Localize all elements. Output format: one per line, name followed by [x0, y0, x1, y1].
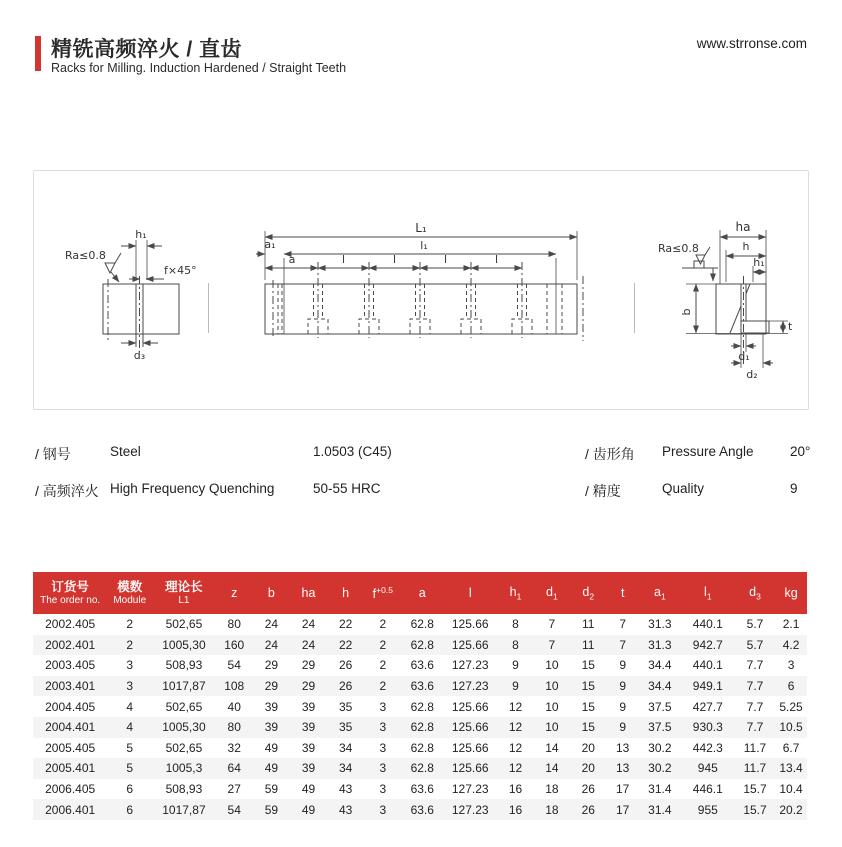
- table-cell: 20: [581, 740, 595, 755]
- table-cell: 16: [508, 782, 523, 797]
- table-cell: 508,93: [165, 658, 203, 673]
- dim-label-l: l: [341, 253, 346, 266]
- table-cell: 427.7: [692, 699, 723, 714]
- table-cell: 59: [264, 782, 279, 797]
- table-cell: 10.4: [779, 782, 803, 797]
- accent-bar: [35, 36, 41, 71]
- table-row: [33, 676, 807, 697]
- table-cell: 24: [264, 637, 279, 652]
- column-header-ha: ha: [290, 572, 327, 614]
- table-cell: 1005,30: [162, 637, 206, 652]
- table-cell: 7: [619, 637, 627, 652]
- table-cell: 6: [126, 782, 134, 797]
- dim-label-d1: d₁: [738, 350, 750, 363]
- spec-value: 20°: [790, 444, 811, 459]
- table-row: [33, 758, 807, 779]
- table-cell: 5: [126, 740, 134, 755]
- table-cell: 125.66: [451, 699, 489, 714]
- table-cell: 5.25: [779, 699, 803, 714]
- table-cell: 11.7: [743, 761, 767, 776]
- table-row: [33, 717, 807, 738]
- table-cell: 29: [301, 679, 316, 694]
- table-cell: 7.7: [746, 679, 764, 694]
- table-row: [33, 779, 807, 800]
- website-link[interactable]: www.strronse.com: [696, 36, 807, 51]
- table-cell: 10: [545, 679, 559, 694]
- table-cell: 34.4: [648, 679, 672, 694]
- table-cell: 35: [338, 699, 353, 714]
- table-cell: 63.6: [410, 679, 434, 694]
- table-cell: 49: [264, 740, 279, 755]
- table-cell: 24: [301, 617, 316, 632]
- column-header-l: l: [443, 572, 497, 614]
- table-cell: 5.7: [746, 637, 764, 652]
- table-cell: 2002.405: [45, 617, 96, 632]
- table-cell: 54: [227, 658, 241, 673]
- dim-label-l1: l₁: [420, 239, 428, 252]
- table-cell: 9: [619, 679, 627, 694]
- table-cell: 39: [301, 720, 316, 735]
- table-cell: 2003.401: [45, 679, 96, 694]
- column-header-a1: $a_1$: [639, 572, 681, 614]
- table-cell: 37.5: [648, 720, 672, 735]
- table-cell: 7.7: [746, 699, 764, 714]
- spec-label-zh: / 齿形角: [585, 446, 635, 462]
- table-body: [33, 614, 807, 820]
- table-cell: 2: [126, 617, 134, 632]
- table-cell: 80: [227, 720, 241, 735]
- table-row: [33, 799, 807, 820]
- table-cell: 34: [338, 740, 353, 755]
- table-cell: 13: [616, 761, 630, 776]
- table-cell: 9: [619, 720, 627, 735]
- column-header-h: h: [327, 572, 364, 614]
- dim-label-t: t: [788, 320, 793, 333]
- table-cell: 1005,3: [165, 761, 203, 776]
- table-cell: 6: [126, 802, 134, 817]
- column-header-h1: $h_1$: [497, 572, 533, 614]
- table-cell: 40: [227, 699, 241, 714]
- table-cell: 3: [126, 679, 134, 694]
- table-cell: 9: [619, 699, 627, 714]
- table-cell: 942.7: [692, 637, 723, 652]
- table-cell: 49: [301, 802, 316, 817]
- spec-label-en: Quality: [662, 481, 705, 496]
- figure-tooth-section: [656, 216, 806, 386]
- table-cell: 930.3: [692, 720, 723, 735]
- table-cell: 502,65: [165, 740, 203, 755]
- table-cell: 8: [512, 637, 519, 652]
- table-cell: 4: [126, 699, 134, 714]
- table-cell: 446.1: [692, 782, 723, 797]
- table-cell: 2006.401: [45, 802, 96, 817]
- mounting-holes: [308, 262, 532, 338]
- table-cell: 10: [545, 658, 559, 673]
- table-cell: 125.66: [451, 637, 489, 652]
- table-cell: 49: [264, 761, 279, 776]
- table-cell: 160: [224, 637, 245, 652]
- table-cell: 26: [338, 679, 353, 694]
- figure-rack-side-view: [256, 216, 586, 351]
- table-cell: 127.23: [451, 782, 489, 797]
- table-cell: 3: [379, 699, 387, 714]
- table-cell: 14: [545, 761, 559, 776]
- table-cell: 43: [338, 802, 353, 817]
- table-cell: 955: [697, 802, 718, 817]
- table-cell: 62.8: [410, 637, 434, 652]
- spec-label-en: Pressure Angle: [662, 444, 754, 459]
- dim-label-a1: a₁: [264, 238, 276, 251]
- table-cell: 2004.401: [45, 720, 96, 735]
- table-cell: 31.3: [648, 617, 672, 632]
- table-cell: 2: [379, 637, 387, 652]
- table-cell: 32: [227, 740, 241, 755]
- table-row: [33, 655, 807, 676]
- column-header-L1: 理论长 L1: [152, 572, 215, 614]
- table-cell: 3: [379, 782, 387, 797]
- table-cell: 29: [264, 658, 279, 673]
- table-row: [33, 738, 807, 759]
- table-cell: 127.23: [451, 802, 489, 817]
- table-cell: 3: [379, 720, 387, 735]
- table-cell: 20: [581, 761, 595, 776]
- figure-end-section: [61, 216, 201, 386]
- column-header-Module: 模数 Module: [107, 572, 152, 614]
- product-table: [33, 572, 807, 820]
- table-cell: 9: [512, 658, 519, 673]
- dim-label-d2: d₂: [746, 368, 758, 381]
- surface-finish-label: Ra≤0.8: [65, 249, 106, 262]
- table-row: [33, 635, 807, 656]
- page-subtitle: Racks for Milling. Induction Hardened / Straight Teeth: [51, 61, 347, 75]
- table-cell: 15.7: [743, 802, 767, 817]
- table-cell: 16: [508, 802, 523, 817]
- table-cell: 7: [548, 617, 556, 632]
- table-cell: 1005,30: [162, 720, 206, 735]
- table-cell: 949.1: [692, 679, 723, 694]
- table-cell: 15: [581, 720, 595, 735]
- table-cell: 7: [548, 637, 556, 652]
- dim-label-h1: h₁: [753, 256, 765, 269]
- column-header-a: a: [401, 572, 443, 614]
- table-cell: 27: [227, 782, 241, 797]
- table-cell: 10.5: [779, 720, 803, 735]
- table-cell: 20.2: [779, 802, 803, 817]
- table-row: [33, 696, 807, 717]
- table-cell: 10: [545, 720, 559, 735]
- page-header: [35, 33, 807, 83]
- table-cell: 442.3: [692, 740, 723, 755]
- table-cell: 2006.405: [45, 782, 96, 797]
- spec-label-zh: / 高频淬火: [35, 483, 99, 499]
- table-cell: 125.66: [451, 720, 489, 735]
- table-cell: 4: [126, 720, 134, 735]
- table-cell: 62.8: [410, 740, 434, 755]
- table-cell: 1017,87: [162, 802, 206, 817]
- dim-label-l: l: [392, 253, 397, 266]
- table-cell: 6.7: [782, 740, 800, 755]
- table-cell: 12: [508, 699, 523, 714]
- table-cell: 945: [697, 761, 718, 776]
- table-cell: 12: [508, 740, 523, 755]
- table-cell: 11: [582, 617, 595, 632]
- column-header-b: b: [253, 572, 290, 614]
- table-cell: 3: [379, 740, 387, 755]
- column-header-l1: $l_1$: [681, 572, 735, 614]
- table-cell: 80: [227, 617, 241, 632]
- page-title: 精铣高频淬火 / 直齿: [51, 38, 243, 61]
- spec-label-en: Steel: [110, 444, 141, 459]
- table-cell: 2004.405: [45, 699, 96, 714]
- table-cell: 2003.405: [45, 658, 96, 673]
- spec-label-en: High Frequency Quenching: [110, 481, 275, 496]
- table-cell: 2: [126, 637, 134, 652]
- table-cell: 125.66: [451, 617, 489, 632]
- table-cell: 39: [301, 761, 316, 776]
- table-cell: 31.4: [648, 782, 672, 797]
- table-cell: 2: [379, 658, 387, 673]
- table-cell: 1017,87: [162, 679, 206, 694]
- table-cell: 34: [338, 761, 353, 776]
- column-header-The order no.: 订货号 The order no.: [33, 572, 107, 614]
- table-cell: 11.7: [743, 740, 767, 755]
- table-cell: 62.8: [410, 617, 434, 632]
- table-cell: 31.4: [648, 802, 672, 817]
- table-cell: 502,65: [165, 617, 203, 632]
- table-cell: 7.7: [746, 658, 764, 673]
- table-cell: 502,65: [165, 699, 203, 714]
- table-cell: 3: [379, 802, 387, 817]
- table-cell: 22: [338, 617, 353, 632]
- table-cell: 63.6: [410, 658, 434, 673]
- column-header-f+0.5: $f^{+0.5}$: [364, 572, 401, 614]
- table-cell: 17: [616, 802, 630, 817]
- table-cell: 22: [338, 637, 353, 652]
- table-cell: 29: [264, 679, 279, 694]
- table-cell: 37.5: [648, 699, 672, 714]
- table-cell: 5.7: [746, 617, 764, 632]
- dim-label-b: b: [680, 308, 693, 316]
- table-cell: 2002.401: [45, 637, 96, 652]
- table-cell: 17: [616, 782, 630, 797]
- spec-value: 9: [790, 481, 798, 496]
- column-header-kg: kg: [775, 572, 807, 614]
- table-cell: 30.2: [648, 761, 672, 776]
- table-cell: 35: [338, 720, 353, 735]
- dim-label-L1: L₁: [415, 221, 427, 235]
- table-cell: 2005.405: [45, 740, 96, 755]
- table-cell: 24: [264, 617, 279, 632]
- table-cell: 34.4: [648, 658, 672, 673]
- table-cell: 43: [338, 782, 353, 797]
- spec-value: 1.0503 (C45): [313, 444, 392, 459]
- table-cell: 59: [264, 802, 279, 817]
- table-cell: 39: [301, 699, 316, 714]
- table-cell: 39: [301, 740, 316, 755]
- table-cell: 440.1: [692, 617, 723, 632]
- table-cell: 125.66: [451, 761, 489, 776]
- table-header: [33, 572, 807, 614]
- table-cell: 2: [379, 617, 387, 632]
- table-cell: 62.8: [410, 699, 434, 714]
- dim-label-h1: h₁: [135, 228, 147, 241]
- dim-label-l: l: [494, 253, 499, 266]
- spec-value: 50-55 HRC: [313, 481, 381, 496]
- table-cell: 31.3: [648, 637, 672, 652]
- table-cell: 9: [619, 658, 627, 673]
- table-cell: 3: [379, 761, 387, 776]
- table-cell: 7: [619, 617, 627, 632]
- table-cell: 63.6: [410, 802, 434, 817]
- table-cell: 54: [227, 802, 241, 817]
- table-cell: 15: [581, 699, 595, 714]
- dim-label-ha: ha: [735, 220, 751, 234]
- table-cell: 13.4: [779, 761, 803, 776]
- table-cell: 2005.401: [45, 761, 96, 776]
- dim-label-h: h: [742, 240, 750, 253]
- spec-label-zh: / 精度: [585, 483, 621, 499]
- table-cell: 49: [301, 782, 316, 797]
- table-cell: 29: [301, 658, 316, 673]
- table-cell: 11: [582, 637, 595, 652]
- table-cell: 39: [264, 699, 279, 714]
- column-header-z: z: [216, 572, 253, 614]
- table-cell: 64: [227, 761, 241, 776]
- table-cell: 24: [301, 637, 316, 652]
- surface-finish-label: Ra≤0.8: [658, 242, 699, 255]
- table-cell: 9: [512, 679, 519, 694]
- table-cell: 440.1: [692, 658, 723, 673]
- table-header-row: [33, 572, 807, 614]
- technical-drawing-panel: [33, 170, 809, 410]
- table-cell: 8: [512, 617, 519, 632]
- table-cell: 62.8: [410, 761, 434, 776]
- table-cell: 6: [787, 679, 795, 694]
- dim-label-a: a: [288, 253, 296, 266]
- table-cell: 3: [126, 658, 134, 673]
- column-header-t: t: [606, 572, 639, 614]
- column-header-d1: $d_1$: [534, 572, 570, 614]
- table-row: [33, 614, 807, 635]
- table-cell: 13: [616, 740, 630, 755]
- table-cell: 63.6: [410, 782, 434, 797]
- dim-label-f45: f×45°: [164, 264, 197, 277]
- column-header-d3: $d_3$: [735, 572, 775, 614]
- column-header-d2: $d_2$: [570, 572, 606, 614]
- spec-label-zh: / 钢号: [35, 446, 71, 462]
- table-cell: 30.2: [648, 740, 672, 755]
- table-cell: 5: [126, 761, 134, 776]
- table-cell: 108: [224, 679, 245, 694]
- table-cell: 15: [581, 658, 595, 673]
- table-cell: 2.1: [782, 617, 800, 632]
- table-cell: 18: [545, 802, 559, 817]
- table-cell: 125.66: [451, 740, 489, 755]
- table-cell: 7.7: [746, 720, 764, 735]
- table-cell: 26: [338, 658, 353, 673]
- table-cell: 26: [581, 782, 595, 797]
- dim-label-d3: d₃: [133, 349, 146, 362]
- table-cell: 127.23: [451, 658, 489, 673]
- table-cell: 127.23: [451, 679, 489, 694]
- table-cell: 18: [545, 782, 559, 797]
- table-cell: 26: [581, 802, 595, 817]
- table-cell: 14: [545, 740, 559, 755]
- dim-label-l: l: [443, 253, 448, 266]
- table-cell: 2: [379, 679, 387, 694]
- table-cell: 62.8: [410, 720, 434, 735]
- table-cell: 15: [581, 679, 595, 694]
- figure-divider: [634, 283, 635, 333]
- table-cell: 15.7: [743, 782, 767, 797]
- table-cell: 10: [545, 699, 559, 714]
- table-cell: 12: [508, 720, 523, 735]
- figure-divider: [208, 283, 209, 333]
- table-cell: 39: [264, 720, 279, 735]
- table-cell: 4.2: [782, 637, 800, 652]
- table-cell: 3: [787, 658, 795, 673]
- table-cell: 12: [508, 761, 523, 776]
- table-cell: 508,93: [165, 782, 203, 797]
